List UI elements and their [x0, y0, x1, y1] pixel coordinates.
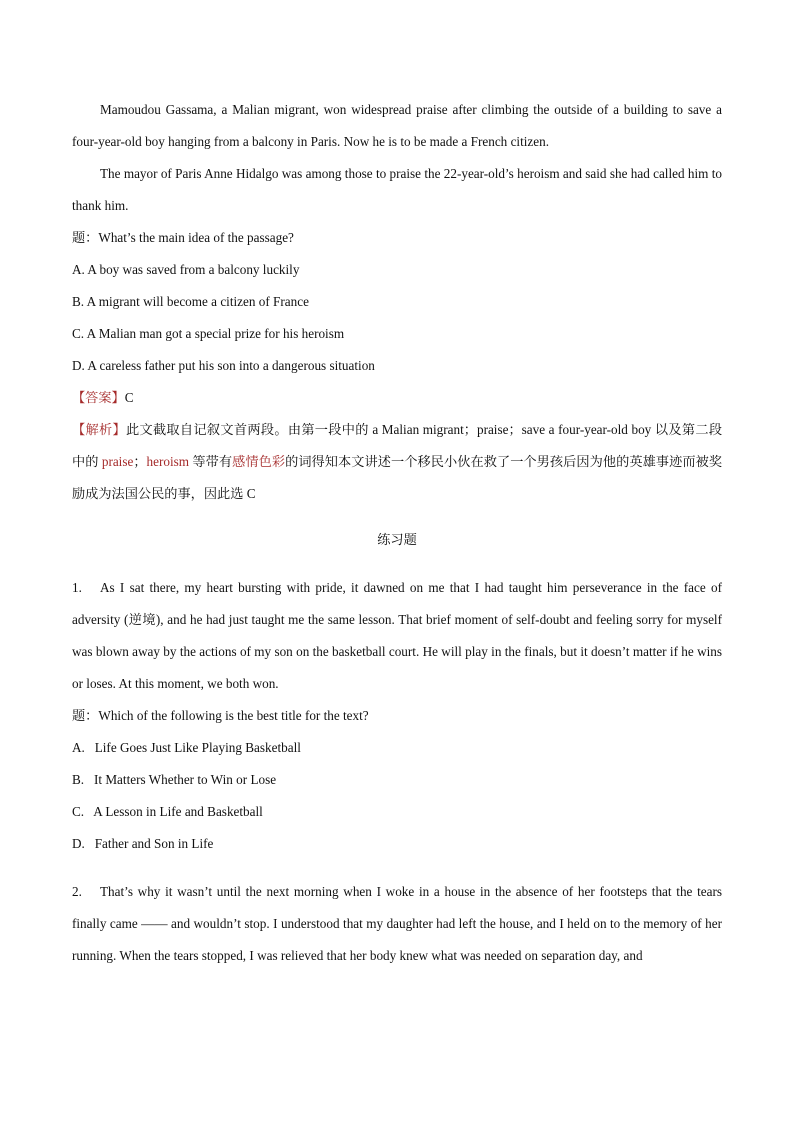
analysis-keyword-praise: praise	[101, 454, 134, 469]
exercise-2-text	[72, 876, 722, 972]
analysis-separator: ；	[133, 454, 147, 469]
exercise-1-option-d: D. Father and Son in Life	[72, 836, 214, 851]
answer-value: C	[124, 390, 134, 405]
analysis-text-c: 的词得知本文讲述一个移民小伙在救了一个男孩后因为他的英雄事迹而被奖励成为法国公民的事，因此选 C	[72, 454, 723, 501]
exercise-2-number: 2.	[72, 884, 82, 899]
document-content	[72, 94, 722, 972]
exercise-2-body: That’s why it wasn’t until the next morning when I woke in a house in the absence of her footsteps that the tears finally came —— and wouldn’t stop. I understood that my daughter had left the house, and I held on to the memory of her running. When the tears stopped, I was relieved that her body knew what was needed on separation day, and	[72, 884, 722, 963]
option-b: B. A migrant will become a citizen of France	[72, 294, 309, 309]
option-a: A. A boy was saved from a balcony luckily	[72, 262, 300, 277]
option-d: D. A careless father put his son into a dangerous situation	[72, 358, 375, 373]
analysis-tag: 【解析】	[72, 422, 126, 437]
exercise-1-text	[72, 572, 722, 700]
section-title: 练习题	[377, 532, 417, 547]
exercise-1-question: 题：Which of the following is the best title for the text?	[72, 708, 369, 723]
exercise-1-option-a: A. Life Goes Just Like Playing Basketball	[72, 740, 301, 755]
analysis-paragraph	[72, 414, 722, 510]
passage-paragraph-2: The mayor of Paris Anne Hidalgo was among those to praise the 22-year-old’s heroism and said she had called him to thank him.	[72, 166, 722, 213]
exercise-1-option-c: C. A Lesson in Life and Basketball	[72, 804, 263, 819]
analysis-text-b: 等带有	[189, 454, 233, 469]
option-c: C. A Malian man got a special prize for his heroism	[72, 326, 345, 341]
exercise-1-option-b: B. It Matters Whether to Win or Lose	[72, 772, 277, 787]
passage-paragraph-1: Mamoudou Gassama, a Malian migrant, won widespread praise after climbing the outside of a building to save a four-year-old boy hanging from a balcony in Paris. Now he is to be made a French citizen.	[72, 102, 722, 149]
analysis-keyword-heroism: heroism	[146, 454, 190, 469]
analysis-text-a: 此文截取自记叙文首两段。由第一段中的 a Malian migrant；praise；save a four-year-old boy 以及第二段中的	[72, 422, 723, 469]
question-text: 题：What’s the main idea of the passage?	[72, 230, 294, 245]
answer-line	[72, 382, 722, 414]
exercise-1-number: 1.	[72, 580, 82, 595]
analysis-keyword-emotion: 感情色彩	[232, 454, 286, 469]
answer-tag: 【答案】	[72, 390, 125, 405]
exercise-1-body: As I sat there, my heart bursting with pride, it dawned on me that I had taught him perseverance in the face of adversity (逆境), and he had just taught me the same lesson. That brief moment of self-doubt and feeling sorry for myself was blown away by the actions of my son on the basketball court. He will play in the finals, but it doesn’t matter if he wins or loses. At this moment, we both won.	[72, 580, 722, 691]
